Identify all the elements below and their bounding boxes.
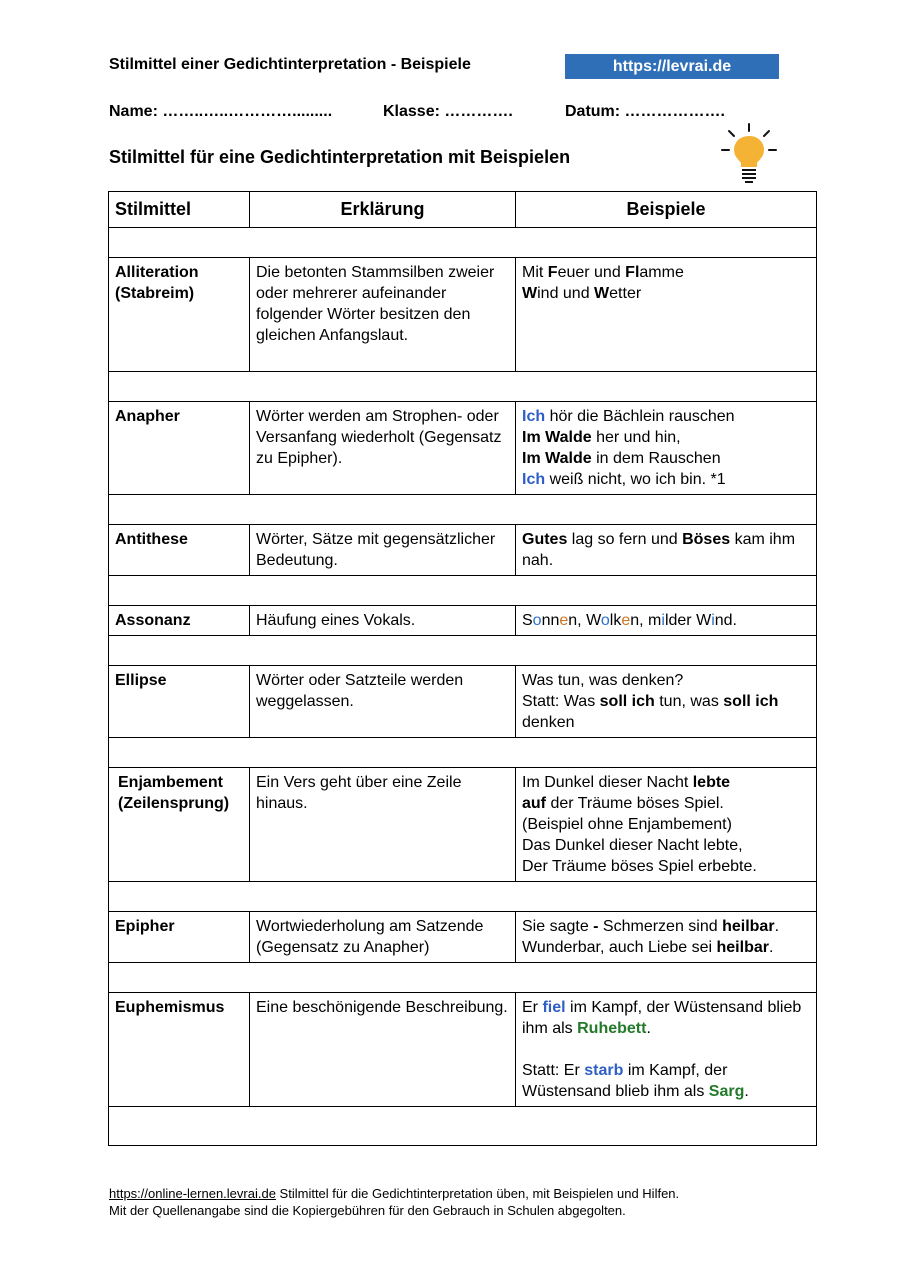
example-cell: Gutes lag so fern und Böses kam ihm nah. — [516, 525, 817, 576]
site-badge[interactable]: https://levrai.de — [565, 54, 779, 79]
term-cell: Assonanz — [109, 606, 250, 636]
stilmittel-table — [108, 191, 817, 1146]
table-row — [109, 525, 817, 576]
term-cell: Euphemismus — [109, 993, 250, 1107]
table-row — [109, 258, 817, 372]
page-heading: Stilmittel für eine Gedichtinterpretation mit Beispielen — [109, 147, 571, 167]
footer-link[interactable]: https://online-lernen.levrai.de — [109, 1186, 276, 1201]
example-cell: Sie sagte - Schmerzen sind heilbar. Wunderbar, auch Liebe sei heilbar. — [516, 912, 817, 963]
column-header: Erklärung — [250, 192, 516, 228]
spacer-row — [109, 882, 817, 912]
table-row — [109, 768, 817, 882]
spacer-row — [109, 636, 817, 666]
name-field: Name: ……..…..…………......... — [109, 103, 333, 120]
table-header-row — [109, 192, 817, 228]
footer — [109, 1185, 679, 1219]
worksheet-title: Stilmittel einer Gedichtinterpretation - Beispiele — [109, 56, 471, 73]
table-row — [109, 606, 817, 636]
spacer-row — [109, 1107, 817, 1146]
example-cell: Mit Feuer und Flamme Wind und Wetter — [516, 258, 817, 372]
example-cell: Im Dunkel dieser Nacht lebte auf der Träume böses Spiel. (Beispiel ohne Enjambement) Das Dunkel dieser Nacht lebte, Der Träume böses Spiel erbebte. — [516, 768, 817, 882]
spacer-row — [109, 576, 817, 606]
explanation-cell: Wörter oder Satzteile werden weggelassen. — [250, 666, 516, 738]
explanation-cell: Wörter werden am Strophen- oder Versanfang wiederholt (Gegensatz zu Epipher). — [250, 402, 516, 495]
column-header: Stilmittel — [109, 192, 250, 228]
spacer-row — [109, 372, 817, 402]
footer-text: Stilmittel für die Gedichtinterpretation üben, mit Beispielen und Hilfen. — [275, 1186, 680, 1201]
date-field: Datum: ………………. — [565, 103, 725, 120]
explanation-cell: Wortwiederholung am Satzende (Gegensatz zu Anapher) — [250, 912, 516, 963]
spacer-row — [109, 495, 817, 525]
example-cell: Sonnen, Wolken, milder Wind. — [516, 606, 817, 636]
example-cell: Was tun, was denken? Statt: Was soll ich tun, was soll ich denken — [516, 666, 817, 738]
term-cell: Ellipse — [109, 666, 250, 738]
table-row — [109, 666, 817, 738]
term-cell: Anapher — [109, 402, 250, 495]
table-row — [109, 993, 817, 1107]
explanation-cell: Ein Vers geht über eine Zeile hinaus. — [250, 768, 516, 882]
column-header: Beispiele — [516, 192, 817, 228]
term-cell: Epipher — [109, 912, 250, 963]
example-cell: Ich hör die Bächlein rauschen Im Walde her und hin, Im Walde in dem Rauschen Ich weiß nicht, wo ich bin. *1 — [516, 402, 817, 495]
table-row — [109, 912, 817, 963]
explanation-cell: Die betonten Stammsilben zweier oder mehrerer aufeinander folgender Wörter besitzen den gleichen Anfangslaut. — [250, 258, 516, 372]
table-row — [109, 402, 817, 495]
term-cell: Antithese — [109, 525, 250, 576]
term-cell: Enjambement (Zeilensprung) — [109, 768, 250, 882]
example-cell: Er fiel im Kampf, der Wüstensand blieb ihm als Ruhebett. Statt: Er starb im Kampf, der Wüstensand blieb ihm als Sarg. — [516, 993, 817, 1107]
class-field: Klasse: …………. — [383, 103, 513, 120]
spacer-row — [109, 228, 817, 258]
spacer-row — [109, 738, 817, 768]
explanation-cell: Eine beschönigende Beschreibung. — [250, 993, 516, 1107]
explanation-cell: Häufung eines Vokals. — [250, 606, 516, 636]
explanation-cell: Wörter, Sätze mit gegensätzlicher Bedeutung. — [250, 525, 516, 576]
spacer-row — [109, 963, 817, 993]
lightbulb-icon — [719, 122, 779, 184]
term-cell: Alliteration (Stabreim) — [109, 258, 250, 372]
footer-note: Mit der Quellenangabe sind die Kopiergebühren für den Gebrauch in Schulen abgegolten. — [109, 1203, 626, 1218]
